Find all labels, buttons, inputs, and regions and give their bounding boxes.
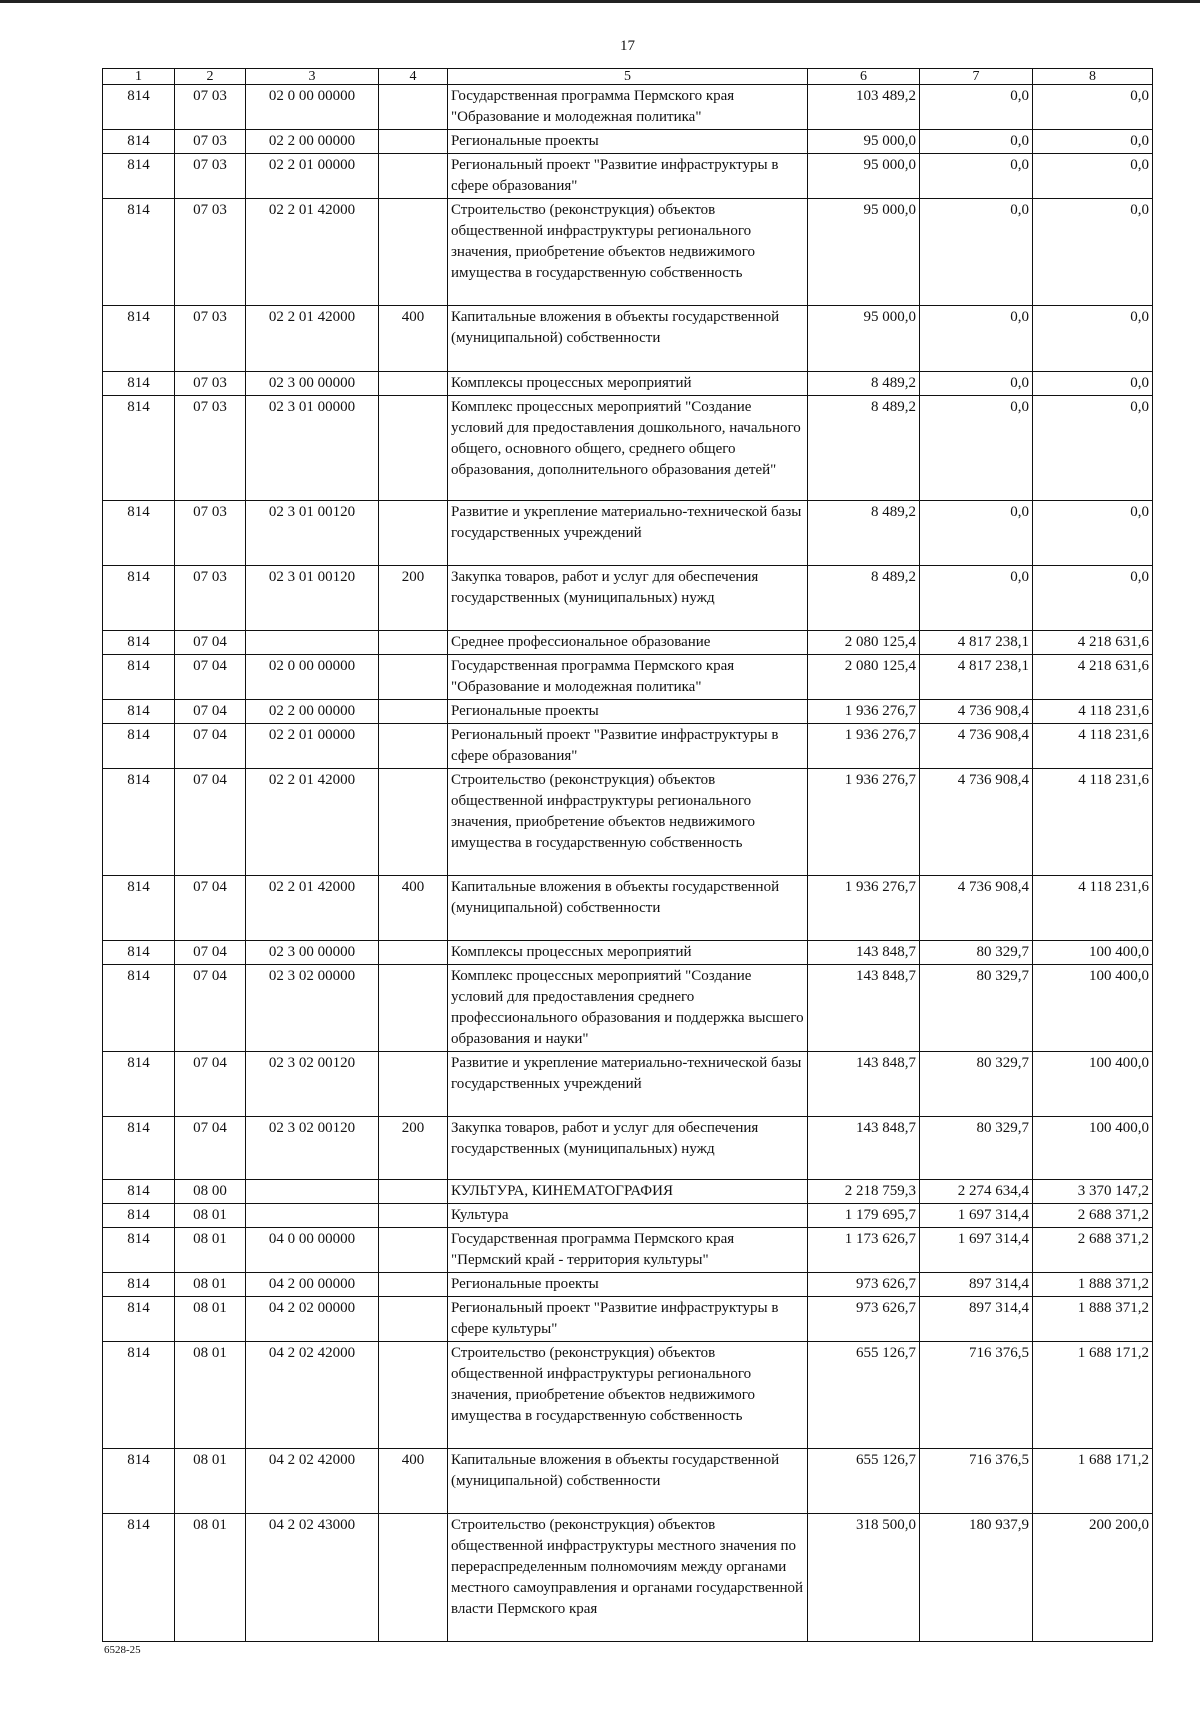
expense-type-code xyxy=(379,1180,448,1204)
amount-2026: 897 314,4 xyxy=(920,1297,1033,1342)
table-row xyxy=(103,876,1153,941)
document-code: 6528-25 xyxy=(104,1644,141,1656)
target-article-code: 02 2 01 42000 xyxy=(246,769,379,876)
table-row xyxy=(103,941,1153,965)
amount-2026: 0,0 xyxy=(920,501,1033,566)
amount-2025: 1 936 276,7 xyxy=(808,876,920,941)
amount-2027: 100 400,0 xyxy=(1033,1052,1153,1117)
amount-2026: 716 376,5 xyxy=(920,1342,1033,1449)
amount-2026: 0,0 xyxy=(920,199,1033,306)
amount-2025: 95 000,0 xyxy=(808,306,920,372)
expense-type-code: 400 xyxy=(379,306,448,372)
amount-2025: 143 848,7 xyxy=(808,941,920,965)
description: КУЛЬТУРА, КИНЕМАТОГРАФИЯ xyxy=(448,1180,808,1204)
amount-2027: 0,0 xyxy=(1033,372,1153,396)
table-row xyxy=(103,199,1153,306)
amount-2025: 2 080 125,4 xyxy=(808,631,920,655)
amount-2027: 100 400,0 xyxy=(1033,965,1153,1052)
table-row xyxy=(103,1342,1153,1449)
table-row xyxy=(103,1180,1153,1204)
amount-2025: 8 489,2 xyxy=(808,372,920,396)
amount-2025: 318 500,0 xyxy=(808,1514,920,1642)
table-body xyxy=(103,85,1153,1642)
target-article-code xyxy=(246,1180,379,1204)
col-header: 4 xyxy=(379,69,448,85)
section-code: 07 03 xyxy=(175,199,246,306)
section-code: 08 00 xyxy=(175,1180,246,1204)
ministry-code: 814 xyxy=(103,1297,175,1342)
amount-2027: 0,0 xyxy=(1033,396,1153,501)
expense-type-code xyxy=(379,700,448,724)
amount-2026: 0,0 xyxy=(920,85,1033,130)
section-code: 07 04 xyxy=(175,724,246,769)
amount-2025: 8 489,2 xyxy=(808,396,920,501)
table-row xyxy=(103,130,1153,154)
description: Культура xyxy=(448,1204,808,1228)
ministry-code: 814 xyxy=(103,1228,175,1273)
col-header: 5 xyxy=(448,69,808,85)
amount-2025: 973 626,7 xyxy=(808,1273,920,1297)
ministry-code: 814 xyxy=(103,130,175,154)
target-article-code: 02 3 01 00120 xyxy=(246,566,379,631)
target-article-code: 02 2 01 00000 xyxy=(246,724,379,769)
amount-2025: 1 936 276,7 xyxy=(808,724,920,769)
expense-type-code xyxy=(379,199,448,306)
ministry-code: 814 xyxy=(103,1180,175,1204)
budget-table xyxy=(102,68,1153,1642)
ministry-code: 814 xyxy=(103,396,175,501)
amount-2026: 0,0 xyxy=(920,130,1033,154)
amount-2027: 1 688 171,2 xyxy=(1033,1449,1153,1514)
description: Капитальные вложения в объекты государственной (муниципальной) собственности xyxy=(448,876,808,941)
description: Строительство (реконструкция) объектов общественной инфраструктуры местного значения по перераспределенным полномочиям между органами местного самоуправления и органами государственной власти Пермского края xyxy=(448,1514,808,1642)
target-article-code xyxy=(246,631,379,655)
amount-2026: 80 329,7 xyxy=(920,1052,1033,1117)
description: Региональный проект "Развитие инфраструктуры в сфере образования" xyxy=(448,154,808,199)
ministry-code: 814 xyxy=(103,769,175,876)
table-row xyxy=(103,965,1153,1052)
expense-type-code xyxy=(379,1204,448,1228)
expense-type-code xyxy=(379,655,448,700)
amount-2027: 4 118 231,6 xyxy=(1033,724,1153,769)
amount-2027: 200 200,0 xyxy=(1033,1514,1153,1642)
table-row xyxy=(103,655,1153,700)
page-number: 17 xyxy=(620,38,635,54)
amount-2027: 1 888 371,2 xyxy=(1033,1273,1153,1297)
ministry-code: 814 xyxy=(103,1514,175,1642)
target-article-code: 02 2 01 42000 xyxy=(246,876,379,941)
amount-2025: 143 848,7 xyxy=(808,1117,920,1180)
amount-2027: 0,0 xyxy=(1033,85,1153,130)
section-code: 08 01 xyxy=(175,1297,246,1342)
table-row xyxy=(103,566,1153,631)
section-code: 08 01 xyxy=(175,1228,246,1273)
table-row xyxy=(103,1117,1153,1180)
expense-type-code xyxy=(379,130,448,154)
table-row xyxy=(103,1273,1153,1297)
amount-2025: 2 080 125,4 xyxy=(808,655,920,700)
section-code: 07 03 xyxy=(175,566,246,631)
section-code: 07 04 xyxy=(175,655,246,700)
target-article-code: 02 0 00 00000 xyxy=(246,85,379,130)
amount-2027: 0,0 xyxy=(1033,130,1153,154)
description: Среднее профессиональное образование xyxy=(448,631,808,655)
target-article-code: 04 2 02 43000 xyxy=(246,1514,379,1642)
col-header: 6 xyxy=(808,69,920,85)
description: Развитие и укрепление материально-технической базы государственных учреждений xyxy=(448,1052,808,1117)
section-code: 07 04 xyxy=(175,769,246,876)
amount-2025: 1 173 626,7 xyxy=(808,1228,920,1273)
amount-2026: 0,0 xyxy=(920,566,1033,631)
amount-2025: 8 489,2 xyxy=(808,501,920,566)
table-row xyxy=(103,501,1153,566)
section-code: 08 01 xyxy=(175,1204,246,1228)
target-article-code: 02 3 02 00000 xyxy=(246,965,379,1052)
scan-edge-line xyxy=(0,0,1200,3)
table-row xyxy=(103,1449,1153,1514)
target-article-code: 04 0 00 00000 xyxy=(246,1228,379,1273)
target-article-code xyxy=(246,1204,379,1228)
expense-type-code: 200 xyxy=(379,566,448,631)
amount-2025: 95 000,0 xyxy=(808,130,920,154)
amount-2027: 1 688 171,2 xyxy=(1033,1342,1153,1449)
target-article-code: 04 2 02 00000 xyxy=(246,1297,379,1342)
target-article-code: 02 2 00 00000 xyxy=(246,700,379,724)
section-code: 08 01 xyxy=(175,1449,246,1514)
expense-type-code: 400 xyxy=(379,876,448,941)
amount-2027: 2 688 371,2 xyxy=(1033,1228,1153,1273)
description: Капитальные вложения в объекты государственной (муниципальной) собственности xyxy=(448,1449,808,1514)
expense-type-code xyxy=(379,965,448,1052)
section-code: 07 03 xyxy=(175,85,246,130)
expense-type-code xyxy=(379,372,448,396)
amount-2025: 95 000,0 xyxy=(808,154,920,199)
expense-type-code: 400 xyxy=(379,1449,448,1514)
section-code: 07 03 xyxy=(175,396,246,501)
table-row xyxy=(103,372,1153,396)
col-header: 8 xyxy=(1033,69,1153,85)
description: Региональный проект "Развитие инфраструктуры в сфере культуры" xyxy=(448,1297,808,1342)
target-article-code: 02 3 02 00120 xyxy=(246,1117,379,1180)
expense-type-code xyxy=(379,1052,448,1117)
amount-2026: 80 329,7 xyxy=(920,965,1033,1052)
amount-2026: 4 817 238,1 xyxy=(920,631,1033,655)
description: Региональные проекты xyxy=(448,700,808,724)
amount-2026: 716 376,5 xyxy=(920,1449,1033,1514)
target-article-code: 04 2 00 00000 xyxy=(246,1273,379,1297)
expense-type-code: 200 xyxy=(379,1117,448,1180)
expense-type-code xyxy=(379,724,448,769)
amount-2026: 4 736 908,4 xyxy=(920,700,1033,724)
expense-type-code xyxy=(379,1297,448,1342)
description: Государственная программа Пермского края "Образование и молодежная политика" xyxy=(448,85,808,130)
section-code: 07 04 xyxy=(175,876,246,941)
ministry-code: 814 xyxy=(103,724,175,769)
description: Комплексы процессных мероприятий xyxy=(448,372,808,396)
amount-2026: 897 314,4 xyxy=(920,1273,1033,1297)
ministry-code: 814 xyxy=(103,1117,175,1180)
ministry-code: 814 xyxy=(103,1052,175,1117)
description: Комплексы процессных мероприятий xyxy=(448,941,808,965)
ministry-code: 814 xyxy=(103,566,175,631)
ministry-code: 814 xyxy=(103,631,175,655)
table-row xyxy=(103,154,1153,199)
amount-2025: 2 218 759,3 xyxy=(808,1180,920,1204)
ministry-code: 814 xyxy=(103,154,175,199)
expense-type-code xyxy=(379,1273,448,1297)
ministry-code: 814 xyxy=(103,876,175,941)
col-header: 2 xyxy=(175,69,246,85)
section-code: 08 01 xyxy=(175,1514,246,1642)
target-article-code: 04 2 02 42000 xyxy=(246,1449,379,1514)
amount-2027: 0,0 xyxy=(1033,199,1153,306)
amount-2026: 4 817 238,1 xyxy=(920,655,1033,700)
expense-type-code xyxy=(379,1228,448,1273)
amount-2027: 0,0 xyxy=(1033,501,1153,566)
ministry-code: 814 xyxy=(103,965,175,1052)
description: Закупка товаров, работ и услуг для обеспечения государственных (муниципальных) нужд xyxy=(448,1117,808,1180)
target-article-code: 02 3 00 00000 xyxy=(246,941,379,965)
target-article-code: 02 2 00 00000 xyxy=(246,130,379,154)
description: Комплекс процессных мероприятий "Создание условий для предоставления среднего профессионального образования и поддержка высшего образования и науки" xyxy=(448,965,808,1052)
section-code: 07 04 xyxy=(175,1052,246,1117)
table-row xyxy=(103,631,1153,655)
ministry-code: 814 xyxy=(103,1449,175,1514)
description: Государственная программа Пермского края "Образование и молодежная политика" xyxy=(448,655,808,700)
amount-2026: 4 736 908,4 xyxy=(920,724,1033,769)
table-row xyxy=(103,1204,1153,1228)
ministry-code: 814 xyxy=(103,941,175,965)
amount-2025: 1 179 695,7 xyxy=(808,1204,920,1228)
amount-2026: 0,0 xyxy=(920,154,1033,199)
description: Закупка товаров, работ и услуг для обеспечения государственных (муниципальных) нужд xyxy=(448,566,808,631)
amount-2027: 0,0 xyxy=(1033,306,1153,372)
table-row xyxy=(103,396,1153,501)
amount-2026: 0,0 xyxy=(920,396,1033,501)
description: Комплекс процессных мероприятий "Создание условий для предоставления дошкольного, начального общего, основного общего, среднего общего образования, дополнительного образования детей" xyxy=(448,396,808,501)
expense-type-code xyxy=(379,501,448,566)
amount-2026: 4 736 908,4 xyxy=(920,769,1033,876)
amount-2027: 0,0 xyxy=(1033,154,1153,199)
section-code: 07 04 xyxy=(175,631,246,655)
expense-type-code xyxy=(379,396,448,501)
table-row xyxy=(103,1228,1153,1273)
ministry-code: 814 xyxy=(103,700,175,724)
table-row xyxy=(103,306,1153,372)
table-row xyxy=(103,1052,1153,1117)
amount-2025: 1 936 276,7 xyxy=(808,700,920,724)
description: Государственная программа Пермского края "Пермский край - территория культуры" xyxy=(448,1228,808,1273)
amount-2026: 4 736 908,4 xyxy=(920,876,1033,941)
amount-2026: 1 697 314,4 xyxy=(920,1204,1033,1228)
amount-2025: 8 489,2 xyxy=(808,566,920,631)
amount-2027: 2 688 371,2 xyxy=(1033,1204,1153,1228)
amount-2027: 4 118 231,6 xyxy=(1033,876,1153,941)
description: Региональный проект "Развитие инфраструктуры в сфере образования" xyxy=(448,724,808,769)
table-row xyxy=(103,769,1153,876)
ministry-code: 814 xyxy=(103,655,175,700)
amount-2027: 4 218 631,6 xyxy=(1033,655,1153,700)
ministry-code: 814 xyxy=(103,1342,175,1449)
amount-2026: 0,0 xyxy=(920,306,1033,372)
amount-2026: 2 274 634,4 xyxy=(920,1180,1033,1204)
section-code: 07 04 xyxy=(175,965,246,1052)
amount-2027: 100 400,0 xyxy=(1033,941,1153,965)
description: Строительство (реконструкция) объектов общественной инфраструктуры регионального значения, приобретение объектов недвижимого имущества в государственную собственность xyxy=(448,199,808,306)
amount-2026: 0,0 xyxy=(920,372,1033,396)
amount-2027: 1 888 371,2 xyxy=(1033,1297,1153,1342)
target-article-code: 04 2 02 42000 xyxy=(246,1342,379,1449)
table-row xyxy=(103,85,1153,130)
section-code: 07 03 xyxy=(175,501,246,566)
amount-2027: 4 118 231,6 xyxy=(1033,769,1153,876)
amount-2025: 1 936 276,7 xyxy=(808,769,920,876)
target-article-code: 02 3 01 00000 xyxy=(246,396,379,501)
description: Региональные проекты xyxy=(448,130,808,154)
description: Капитальные вложения в объекты государственной (муниципальной) собственности xyxy=(448,306,808,372)
col-header: 7 xyxy=(920,69,1033,85)
target-article-code: 02 3 00 00000 xyxy=(246,372,379,396)
amount-2026: 80 329,7 xyxy=(920,1117,1033,1180)
section-code: 07 03 xyxy=(175,154,246,199)
table-row xyxy=(103,724,1153,769)
target-article-code: 02 2 01 42000 xyxy=(246,199,379,306)
ministry-code: 814 xyxy=(103,306,175,372)
expense-type-code xyxy=(379,631,448,655)
amount-2025: 95 000,0 xyxy=(808,199,920,306)
section-code: 08 01 xyxy=(175,1273,246,1297)
amount-2027: 3 370 147,2 xyxy=(1033,1180,1153,1204)
description: Строительство (реконструкция) объектов общественной инфраструктуры регионального значения, приобретение объектов недвижимого имущества в государственную собственность xyxy=(448,1342,808,1449)
ministry-code: 814 xyxy=(103,85,175,130)
amount-2025: 973 626,7 xyxy=(808,1297,920,1342)
section-code: 08 01 xyxy=(175,1342,246,1449)
expense-type-code xyxy=(379,769,448,876)
expense-type-code xyxy=(379,1342,448,1449)
description: Региональные проекты xyxy=(448,1273,808,1297)
ministry-code: 814 xyxy=(103,199,175,306)
amount-2026: 80 329,7 xyxy=(920,941,1033,965)
expense-type-code xyxy=(379,85,448,130)
column-number-row xyxy=(103,69,1153,85)
section-code: 07 03 xyxy=(175,372,246,396)
ministry-code: 814 xyxy=(103,1204,175,1228)
amount-2025: 655 126,7 xyxy=(808,1342,920,1449)
expense-type-code xyxy=(379,941,448,965)
amount-2027: 100 400,0 xyxy=(1033,1117,1153,1180)
expense-type-code xyxy=(379,154,448,199)
table-row xyxy=(103,1514,1153,1642)
amount-2025: 655 126,7 xyxy=(808,1449,920,1514)
target-article-code: 02 2 01 42000 xyxy=(246,306,379,372)
amount-2027: 4 218 631,6 xyxy=(1033,631,1153,655)
target-article-code: 02 3 01 00120 xyxy=(246,501,379,566)
amount-2027: 4 118 231,6 xyxy=(1033,700,1153,724)
expense-type-code xyxy=(379,1514,448,1642)
section-code: 07 04 xyxy=(175,700,246,724)
section-code: 07 04 xyxy=(175,941,246,965)
amount-2026: 180 937,9 xyxy=(920,1514,1033,1642)
table-row xyxy=(103,1297,1153,1342)
col-header: 1 xyxy=(103,69,175,85)
ministry-code: 814 xyxy=(103,1273,175,1297)
amount-2025: 143 848,7 xyxy=(808,1052,920,1117)
col-header: 3 xyxy=(246,69,379,85)
amount-2026: 1 697 314,4 xyxy=(920,1228,1033,1273)
amount-2027: 0,0 xyxy=(1033,566,1153,631)
ministry-code: 814 xyxy=(103,372,175,396)
table-row xyxy=(103,700,1153,724)
amount-2025: 143 848,7 xyxy=(808,965,920,1052)
description: Строительство (реконструкция) объектов общественной инфраструктуры регионального значения, приобретение объектов недвижимого имущества в государственную собственность xyxy=(448,769,808,876)
target-article-code: 02 0 00 00000 xyxy=(246,655,379,700)
section-code: 07 04 xyxy=(175,1117,246,1180)
amount-2025: 103 489,2 xyxy=(808,85,920,130)
section-code: 07 03 xyxy=(175,130,246,154)
target-article-code: 02 3 02 00120 xyxy=(246,1052,379,1117)
description: Развитие и укрепление материально-технической базы государственных учреждений xyxy=(448,501,808,566)
target-article-code: 02 2 01 00000 xyxy=(246,154,379,199)
ministry-code: 814 xyxy=(103,501,175,566)
section-code: 07 03 xyxy=(175,306,246,372)
